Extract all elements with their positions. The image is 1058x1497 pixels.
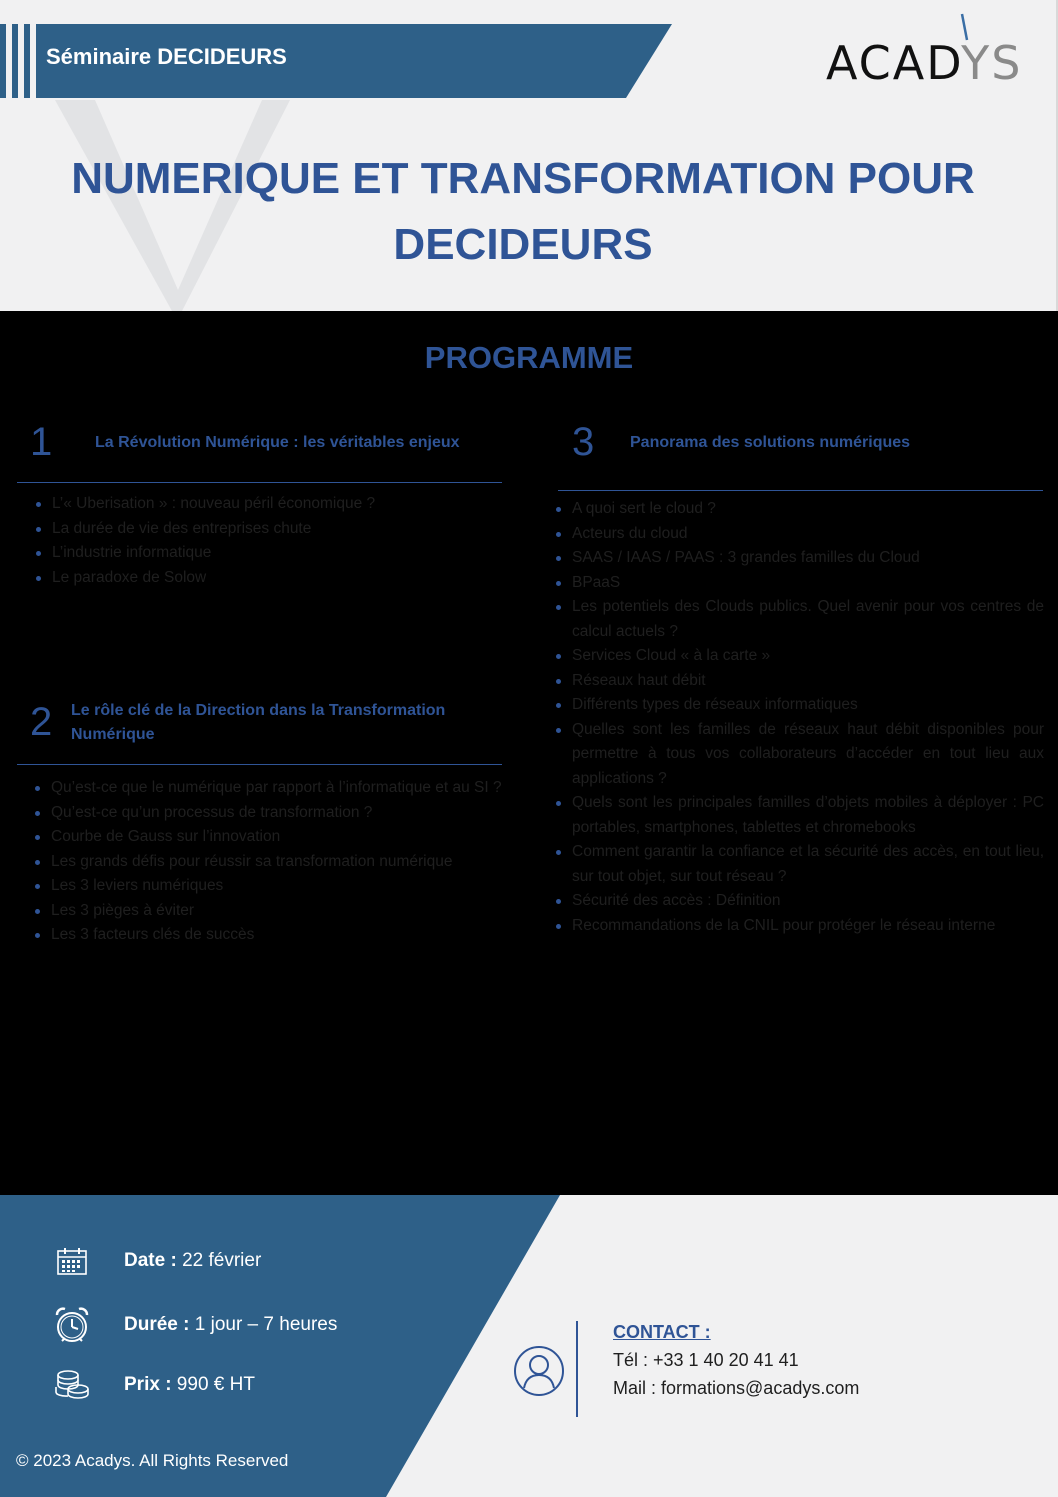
list-item: Qu’est-ce que le numérique par rapport à l’informatique et au SI ?	[33, 776, 503, 801]
list-item: SAAS / IAAS / PAAS : 3 grandes familles du Cloud	[554, 546, 1044, 571]
list-item: BPaaS	[554, 571, 1044, 596]
price-row	[50, 1365, 255, 1405]
programme-title: PROGRAMME	[424, 340, 634, 375]
copyright-notice: © 2023 Acadys. All Rights Reserved	[16, 1451, 289, 1470]
list-item: L’industrie informatique	[34, 541, 504, 566]
contact-divider	[576, 1321, 578, 1417]
alarm-clock-icon	[50, 1305, 94, 1345]
list-item: Qu’est-ce qu’un processus de transformation ?	[33, 801, 503, 826]
list-item: Recommandations de la CNIL pour protéger le réseau interne	[554, 914, 1044, 939]
price-text: Prix : 990 € HT	[124, 1374, 255, 1395]
section-3-divider	[558, 490, 1043, 491]
contact-phone[interactable]: Tél : +33 1 40 20 41 41	[613, 1350, 799, 1370]
list-item: Acteurs du cloud	[554, 522, 1044, 547]
section-1-title: La Révolution Numérique : les véritables enjeux	[95, 434, 460, 451]
contact-email[interactable]: Mail : formations@acadys.com	[613, 1378, 860, 1398]
list-item: Comment garantir la confiance et la sécurité des accès, en tout lieu, sur tout objet, sur tout réseau ?	[554, 840, 1044, 889]
duration-text: Durée : 1 jour – 7 heures	[124, 1314, 338, 1335]
document-header	[0, 0, 1058, 311]
list-item: Courbe de Gauss sur l’innovation	[33, 825, 503, 850]
date-row	[50, 1241, 262, 1281]
acadys-logo	[826, 12, 1026, 92]
list-item: Les 3 leviers numériques	[33, 874, 503, 899]
list-item: Les 3 pièges à éviter	[33, 899, 503, 924]
section-3-list	[554, 497, 1044, 938]
section-1-list	[34, 492, 504, 590]
person-icon	[513, 1345, 565, 1397]
coins-icon	[50, 1365, 94, 1405]
list-item: Réseaux haut débit	[554, 669, 1044, 694]
section-2-number: 2	[30, 700, 53, 744]
list-item: A quoi sert le cloud ?	[554, 497, 1044, 522]
section-2-list	[33, 776, 503, 948]
section-3-number: 3	[572, 420, 595, 464]
section-2-title: Le rôle clé de la Direction dans la Transformation Numérique	[71, 702, 446, 743]
section-3-title: Panorama des solutions numériques	[630, 434, 911, 451]
list-item: Services Cloud « à la carte »	[554, 644, 1044, 669]
document-footer	[0, 1195, 1058, 1497]
list-item: Le paradoxe de Solow	[34, 566, 504, 591]
list-item: Sécurité des accès : Définition	[554, 889, 1044, 914]
seminar-banner-label: Séminaire DECIDEURS	[46, 44, 287, 69]
section-1-divider	[17, 482, 502, 483]
section-2-divider	[17, 764, 502, 765]
list-item: Quels sont les principales familles d’objets mobiles à déployer : PC portables, smartphones, tablettes et chromebooks	[554, 791, 1044, 840]
list-item: Les grands défis pour réussir sa transformation numérique	[33, 850, 503, 875]
logo-wordmark: ACADYS	[826, 36, 1023, 90]
banner-stripes	[0, 24, 36, 98]
date-text: Date : 22 février	[124, 1250, 262, 1271]
contact-heading: CONTACT :	[613, 1322, 711, 1342]
list-item: Quelles sont les familles de réseaux haut débit disponibles pour permettre à tous vos collaborateurs d’accéder en tout lieu aux applications ?	[554, 718, 1044, 792]
section-1-number: 1	[30, 420, 53, 464]
list-item: L’« Uberisation » : nouveau péril économique ?	[34, 492, 504, 517]
duration-row	[50, 1305, 338, 1345]
document-title: NUMERIQUE ET TRANSFORMATION POUR DECIDEURS	[71, 154, 975, 269]
list-item: Les potentiels des Clouds publics. Quel avenir pour vos centres de calcul actuels ?	[554, 595, 1044, 644]
calendar-icon	[50, 1241, 94, 1281]
list-item: La durée de vie des entreprises chute	[34, 517, 504, 542]
list-item: Les 3 facteurs clés de succès	[33, 923, 503, 948]
list-item: Différents types de réseaux informatiques	[554, 693, 1044, 718]
